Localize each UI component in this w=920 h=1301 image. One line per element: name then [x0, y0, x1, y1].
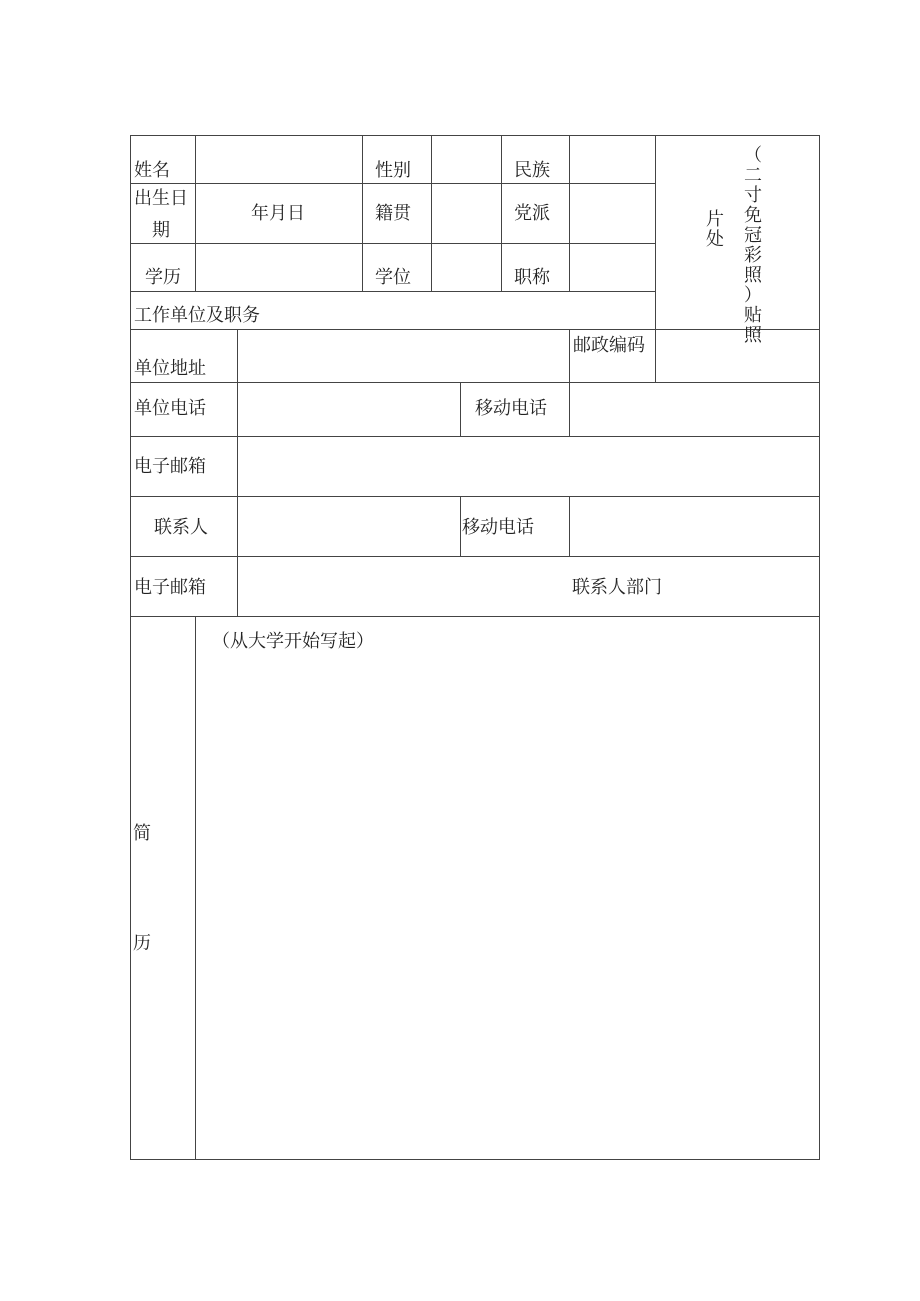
gender-field[interactable] — [432, 136, 501, 183]
email-field[interactable] — [238, 437, 819, 496]
label-contact-department: 联系人部门 — [572, 577, 662, 598]
unit-phone-field[interactable] — [238, 383, 460, 436]
contact-mobile-field[interactable] — [570, 497, 819, 556]
label-name: 姓名 — [134, 160, 170, 181]
label-birth-date-line2: 期 — [152, 220, 170, 241]
col-divider — [362, 135, 363, 291]
party-field[interactable] — [570, 184, 655, 243]
unit-address-field[interactable] — [238, 330, 569, 382]
label-gender: 性别 — [375, 160, 411, 181]
label-birth-date-line1: 出生日 — [134, 188, 188, 209]
degree-field[interactable] — [432, 244, 501, 291]
label-unit-address: 单位地址 — [134, 358, 206, 379]
label-work-unit-position: 工作单位及职务 — [134, 305, 260, 326]
label-contact-mobile: 移动电话 — [462, 517, 534, 538]
label-contact-person: 联系人 — [154, 517, 208, 538]
photo-area[interactable] — [656, 136, 819, 329]
col-divider — [460, 382, 461, 436]
row-divider — [130, 291, 655, 292]
resume-hint: （从大学开始写起） — [212, 631, 374, 652]
label-party: 党派 — [514, 203, 550, 224]
label-native-place: 籍贯 — [375, 203, 411, 224]
col-divider — [569, 329, 570, 382]
label-degree: 学位 — [375, 267, 411, 288]
resume-field[interactable] — [196, 617, 819, 1159]
label-title: 职称 — [514, 267, 550, 288]
title-field[interactable] — [570, 244, 655, 291]
native-place-field[interactable] — [432, 184, 501, 243]
label-education: 学历 — [145, 267, 181, 288]
label-unit-phone: 单位电话 — [134, 398, 206, 419]
photo-instruction-col1: （ 二 寸 免 冠 彩 照 ） 贴 照 — [744, 145, 762, 346]
birth-date-value[interactable]: 年月日 — [251, 203, 305, 224]
ethnicity-field[interactable] — [570, 136, 655, 183]
mobile-phone-field[interactable] — [570, 383, 819, 436]
label-postal-code: 邮政编码 — [573, 335, 645, 356]
label-contact-email: 电子邮箱 — [134, 577, 206, 598]
postal-code-field[interactable] — [656, 330, 819, 382]
label-resume-char2: 历 — [133, 933, 151, 954]
education-field[interactable] — [196, 244, 362, 291]
photo-instruction-col2: 片 处 — [706, 209, 724, 250]
label-resume-char1: 简 — [133, 823, 151, 844]
label-mobile-phone: 移动电话 — [475, 398, 547, 419]
col-divider — [460, 496, 461, 556]
contact-email-field[interactable] — [238, 557, 569, 616]
col-divider — [501, 135, 502, 291]
contact-person-field[interactable] — [238, 497, 460, 556]
label-email: 电子邮箱 — [134, 456, 206, 477]
label-ethnicity: 民族 — [514, 160, 550, 181]
name-field[interactable] — [196, 136, 362, 183]
